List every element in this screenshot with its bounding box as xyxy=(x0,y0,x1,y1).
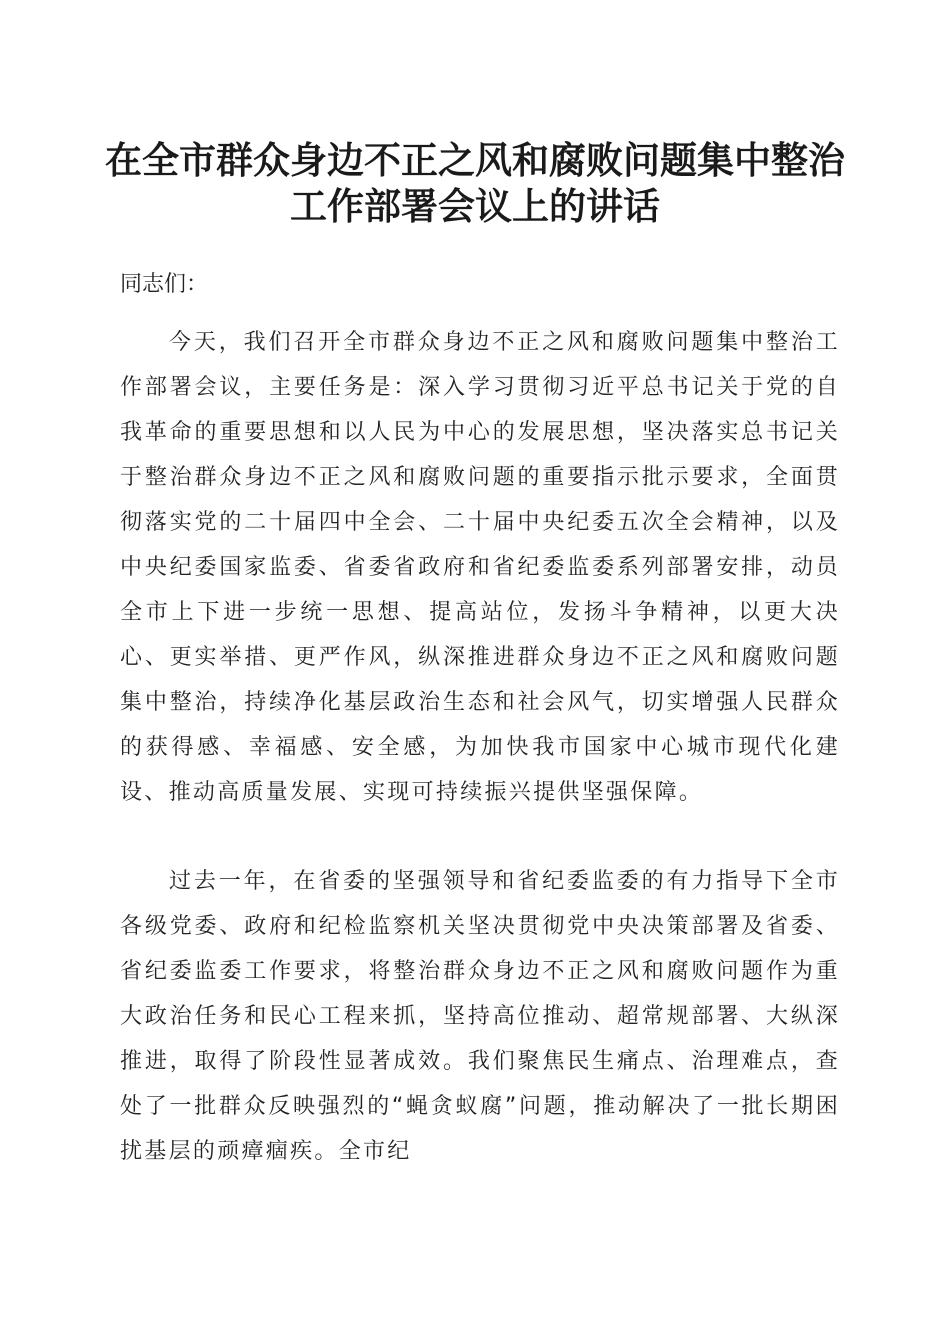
document-title-line-2: 工作部署会议上的讲话 xyxy=(290,184,660,228)
document-title-line-1: 在全市群众身边不正之风和腐败问题集中整治 xyxy=(105,138,845,182)
paragraph-1: 今天，我们召开全市群众身边不正之风和腐败问题集中整治工作部署会议，主要任务是：深入学习贯彻习近平总书记关于党的自我革命的重要思想和以人民为中心的发展思想，坚决落实总书记关于整治群众身边不正之风和腐败问题的重要指示批示要求，全面贯彻落实党的二十届四中全会、二十届中央纪委五次全会精神，以及中央纪委国家监委、省委省政府和省纪委监委系列部署安排，动员全市上下进一步统一思想、提高站位，发扬斗争精神，以更大决心、更实举措、更严作风，纵深推进群众身边不正之风和腐败问题集中整治，持续净化基层政治生态和社会风气，切实增强人民群众的获得感、幸福感、安全感，为加快我市国家中心城市现代化建设、推动高质量发展、实现可持续振兴提供坚强保障。 xyxy=(120,330,840,805)
salutation: 同志们： xyxy=(120,272,209,297)
paragraph-2: 过去一年，在省委的坚强领导和省纪委监委的有力指导下全市各级党委、政府和纪检监察机关坚决贯彻党中央决策部署及省委、省纪委监委工作要求，将整治群众身边不正之风和腐败问题作为重大政治任务和民心工程来抓，坚持高位推动、超常规部署、大纵深推进，取得了阶段性显著成效。我们聚焦民生痛点、治理难点，查处了一批群众反映强烈的“蝇贪蚁腐”问题，推动解决了一批长期困扰基层的顽瘴痼疾。全市纪 xyxy=(120,869,840,1164)
